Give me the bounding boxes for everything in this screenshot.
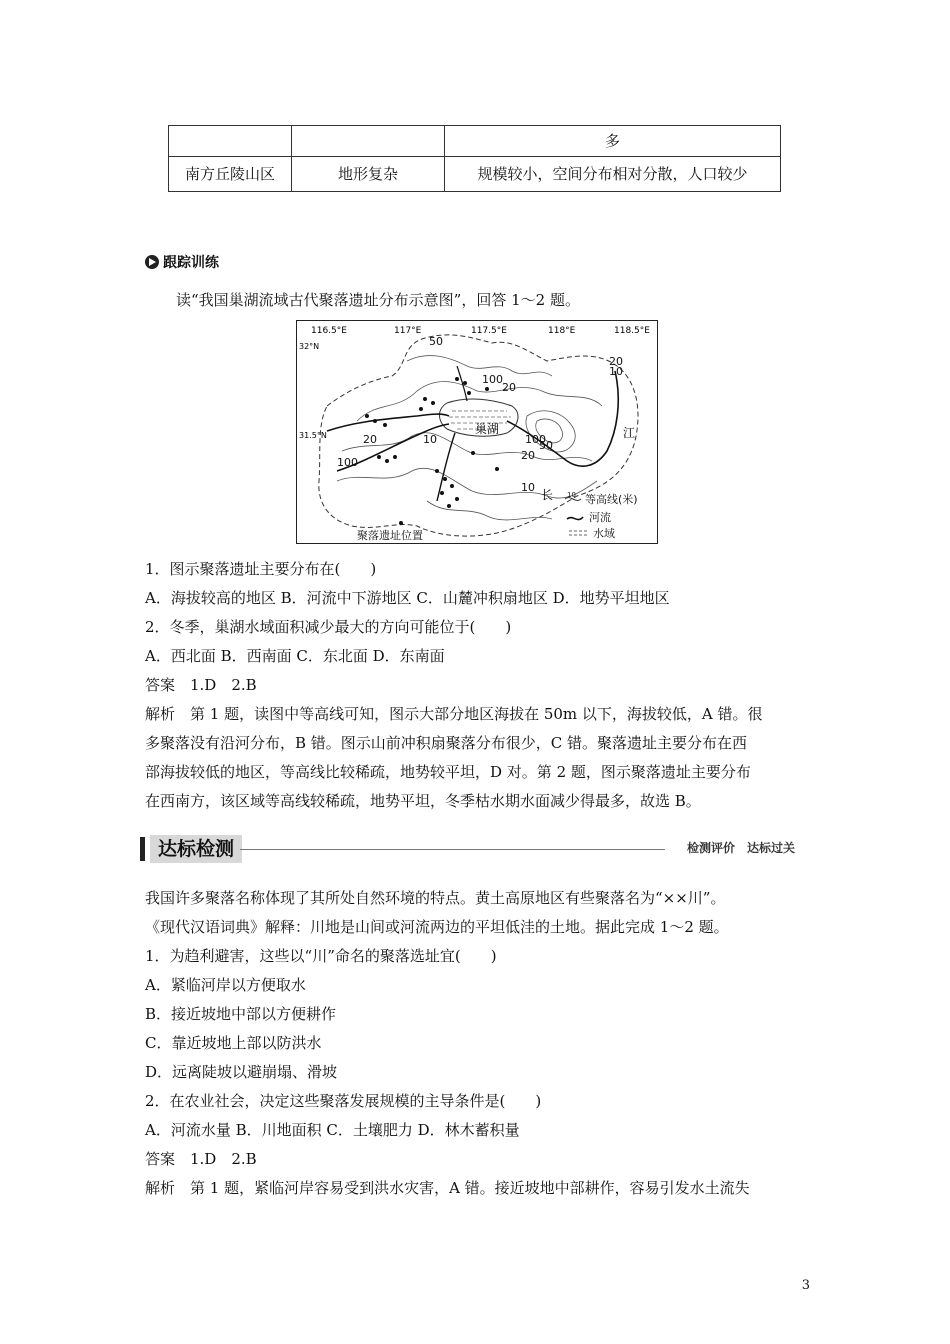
section-banner bbox=[140, 835, 795, 863]
section-title: 跟踪训练 bbox=[163, 255, 219, 271]
river-label: 江 bbox=[623, 426, 636, 440]
contour-label: 50 bbox=[429, 335, 443, 348]
legend-contour-sample: 10 bbox=[567, 491, 576, 499]
banner-rule bbox=[240, 849, 665, 850]
option-a: A．紧临河岸以方便取水 bbox=[145, 976, 306, 994]
question-options: A．海拔较高的地区 B．河流中下游地区 C．山麓冲积扇地区 D．地势平坦地区 bbox=[145, 589, 670, 607]
question-stem: 2．在农业社会，决定这些聚落发展规模的主导条件是( ) bbox=[145, 1092, 542, 1110]
settlement-map bbox=[296, 320, 658, 544]
question-options: A．西北面 B．西南面 C．东北面 D．东南面 bbox=[145, 647, 445, 665]
option-c: C．靠近坡地上部以防洪水 bbox=[145, 1034, 322, 1052]
table-cell: 多 bbox=[445, 126, 781, 157]
table-cell: 南方丘陵山区 bbox=[169, 157, 292, 192]
table-cell bbox=[169, 126, 292, 157]
legend-river: 河流 bbox=[589, 511, 611, 524]
legend-water: 水域 bbox=[593, 527, 615, 540]
comparison-table bbox=[168, 125, 781, 192]
table-row bbox=[169, 126, 781, 157]
question-stem: 1．图示聚落遗址主要分布在( ) bbox=[145, 560, 377, 578]
analysis-line: 解析 第 1 题，读图中等高线可知，图示大部分地区海拔在 50m 以下，海拔较低，A 错。很 bbox=[145, 705, 763, 723]
option-b: B．接近坡地中部以方便耕作 bbox=[145, 1005, 337, 1023]
section-heading bbox=[145, 252, 219, 272]
contour-label: 50 bbox=[539, 439, 553, 452]
legend-contour: 等高线(米) bbox=[585, 493, 638, 506]
analysis-line: 多聚落没有沿河分布，B 错。图示山前冲积扇聚落分布很少，C 错。聚落遗址主要分布在西 bbox=[145, 734, 748, 752]
table-row bbox=[169, 157, 781, 192]
option-d: D．远离陡坡以避崩塌、滑坡 bbox=[145, 1063, 338, 1081]
analysis-line: 部海拔较低的地区，等高线比较稀疏，地势较平坦，D 对。第 2 题，图示聚落遗址主要分布 bbox=[145, 763, 751, 781]
answer-line: 答案 1.D 2.B bbox=[145, 676, 257, 694]
contour-label: 100 bbox=[525, 433, 546, 446]
answer-line: 答案 1.D 2.B bbox=[145, 1150, 257, 1168]
question-options: A．河流水量 B．川地面积 C．土壤肥力 D．林木蓄积量 bbox=[145, 1121, 520, 1139]
contour-label: 10 bbox=[423, 433, 437, 446]
lon-label: 117.5°E bbox=[471, 326, 507, 336]
lon-label: 116.5°E bbox=[311, 326, 347, 336]
river-label: 长 bbox=[541, 488, 554, 502]
contour-label: 100 bbox=[337, 456, 358, 469]
legend-site: 聚落遗址位置 bbox=[357, 529, 423, 542]
question-stem: 1．为趋利避害，这些以“川”命名的聚落选址宜( ) bbox=[145, 947, 497, 965]
banner-subtitle: 检测评价 达标过关 bbox=[686, 841, 795, 855]
play-icon bbox=[145, 255, 159, 269]
analysis-line: 解析 第 1 题，紧临河岸容易受到洪水灾害，A 错。接近坡地中部耕作，容易引发水土流失 bbox=[145, 1179, 750, 1197]
banner-bar bbox=[140, 837, 145, 861]
lon-label: 118.5°E bbox=[614, 326, 650, 336]
passage-line: 《现代汉语词典》解释：川地是山间或河流两边的平坦低洼的土地。据此完成 1～2 题。 bbox=[145, 918, 729, 936]
intro-text: 读“我国巢湖流域古代聚落遗址分布示意图”，回答 1～2 题。 bbox=[176, 291, 580, 309]
contour-label: 20 bbox=[502, 381, 516, 394]
contour-label: 20 bbox=[609, 355, 623, 368]
contour-label: 20 bbox=[521, 449, 535, 462]
page-number: 3 bbox=[801, 1278, 810, 1293]
contour-label: 10 bbox=[609, 365, 623, 378]
contour-label: 100 bbox=[482, 373, 503, 386]
contour-label: 10 bbox=[521, 481, 535, 494]
lon-label: 118°E bbox=[548, 326, 576, 336]
banner-title: 达标检测 bbox=[150, 835, 242, 863]
table-cell: 规模较小，空间分布相对分散，人口较少 bbox=[445, 157, 781, 192]
contour-label: 20 bbox=[363, 433, 377, 446]
lat-label: 31.5°N bbox=[299, 431, 327, 440]
passage-line: 我国许多聚落名称体现了其所处自然环境的特点。黄土高原地区有些聚落名为“××川”。 bbox=[145, 889, 726, 907]
question-stem: 2．冬季，巢湖水域面积减少最大的方向可能位于( ) bbox=[145, 618, 512, 636]
lat-label: 32°N bbox=[299, 342, 320, 351]
analysis-line: 在西南方，该区域等高线较稀疏，地势平坦，冬季枯水期水面减少得最多，故选 B。 bbox=[145, 792, 701, 810]
lake-label: 巢湖 bbox=[475, 422, 500, 436]
table-cell bbox=[292, 126, 445, 157]
table-cell: 地形复杂 bbox=[292, 157, 445, 192]
lon-label: 117°E bbox=[394, 326, 422, 336]
map-drawing bbox=[297, 321, 657, 543]
